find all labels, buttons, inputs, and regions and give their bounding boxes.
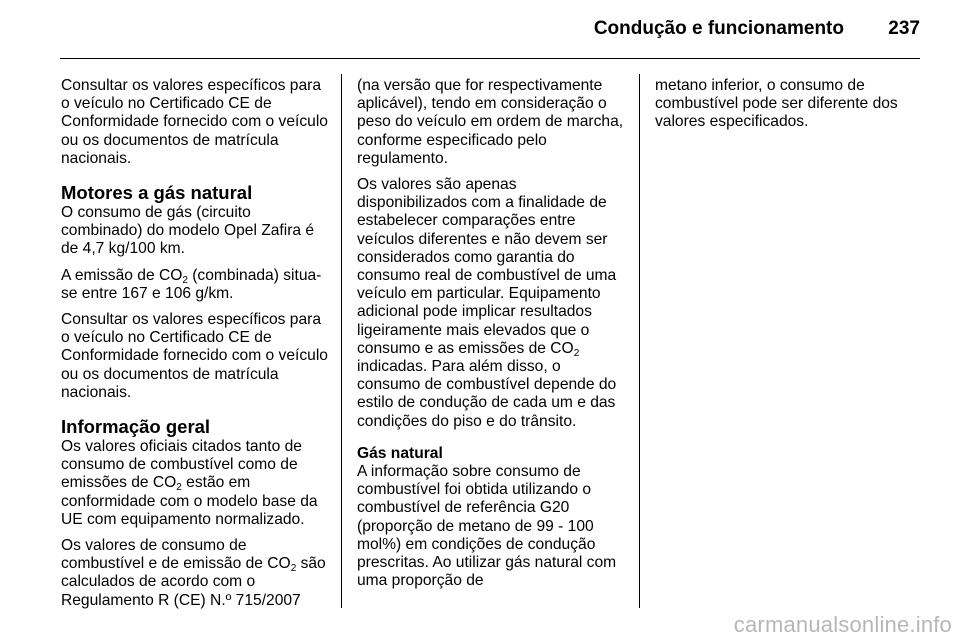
column-3: [655, 77, 923, 140]
comparison-paragraph: [357, 176, 627, 431]
text-run: Os valores oficiais citados tanto de consumo de combustível como de emissões de CO: [61, 438, 302, 492]
column-2: [357, 77, 627, 598]
gas-emission-paragraph: [61, 267, 329, 303]
subscript: 2: [182, 274, 188, 286]
text-run: A emissão de CO: [61, 266, 183, 284]
text-run: (combinada) situa-se entre 167 e 106 g/km.: [61, 266, 322, 302]
subscript: 2: [573, 347, 580, 359]
header-rule: [60, 58, 920, 59]
subheading-natural-gas: Gás natural: [357, 444, 443, 462]
chapter-title: Condução e funcionamento: [593, 18, 844, 39]
general-paragraph-2: [61, 537, 329, 610]
regulation-continuation-paragraph: (na versão que for respectivamente aplicável), tendo em consideração o peso do veículo em ordem de marcha, conforme especificado pelo regulamento.: [357, 77, 624, 167]
section-heading-general-info: Informação geral: [61, 416, 211, 438]
intro-paragraph: Consultar os valores específicos para o veículo no Certificado CE de Conformidade fornecido com o veículo ou os documentos de matrícula nacionais.: [61, 77, 328, 167]
methane-paragraph: metano inferior, o consumo de combustível pode ser diferente dos valores especificados.: [655, 77, 898, 131]
watermark-text: carmanualsonline.info: [733, 612, 952, 637]
general-paragraph-1: [61, 438, 329, 529]
section-heading-natural-gas: Motores a gás natural: [61, 182, 253, 204]
page-number: 237: [888, 18, 920, 39]
subscript: 2: [176, 482, 182, 494]
gas-certificate-paragraph: Consultar os valores específicos para o veículo no Certificado CE de Conformidade fornecido com o veículo ou os documentos de matrícula nacionais.: [61, 311, 328, 401]
natural-gas-paragraph: A informação sobre consumo de combustível foi obtida utilizando o combustível de referência G20 (proporção de metano de 99 - 100 mol%) em condições de condução prescritas. Ao utilizar gás natural com uma proporção de: [357, 463, 617, 590]
text-run: Os valores de consumo de combustível e de emissão de CO: [61, 537, 291, 573]
column-divider: [639, 74, 640, 608]
subscript: 2: [290, 563, 297, 575]
text-run: são calculados de acordo com o Regulamento R (CE) N.º 715/2007: [61, 555, 326, 609]
page-header: [60, 0, 920, 60]
text-run: Os valores são apenas disponibilizados com a finalidade de estabelecer comparações entre veículos diferentes e não devem ser considerados como garantia do consumo real de combustível de uma veículo em particular. Equipamento adicional pode implicar resultados ligeiramente mais elevados que o consumo e as emissões de CO: [357, 176, 617, 357]
column-divider: [341, 74, 342, 608]
column-1: [61, 77, 329, 618]
text-run: indicadas. Para além disso, o consumo de combustível depende do estilo de condução de cada um e das condições do piso e do trânsito.: [357, 358, 617, 430]
gas-consumption-paragraph: O consumo de gás (circuito combinado) do modelo Opel Zafira é de 4,7 kg/100 km.: [61, 204, 315, 258]
text-run: estão em conformidade com o modelo base da UE com equipamento normalizado.: [61, 474, 318, 528]
